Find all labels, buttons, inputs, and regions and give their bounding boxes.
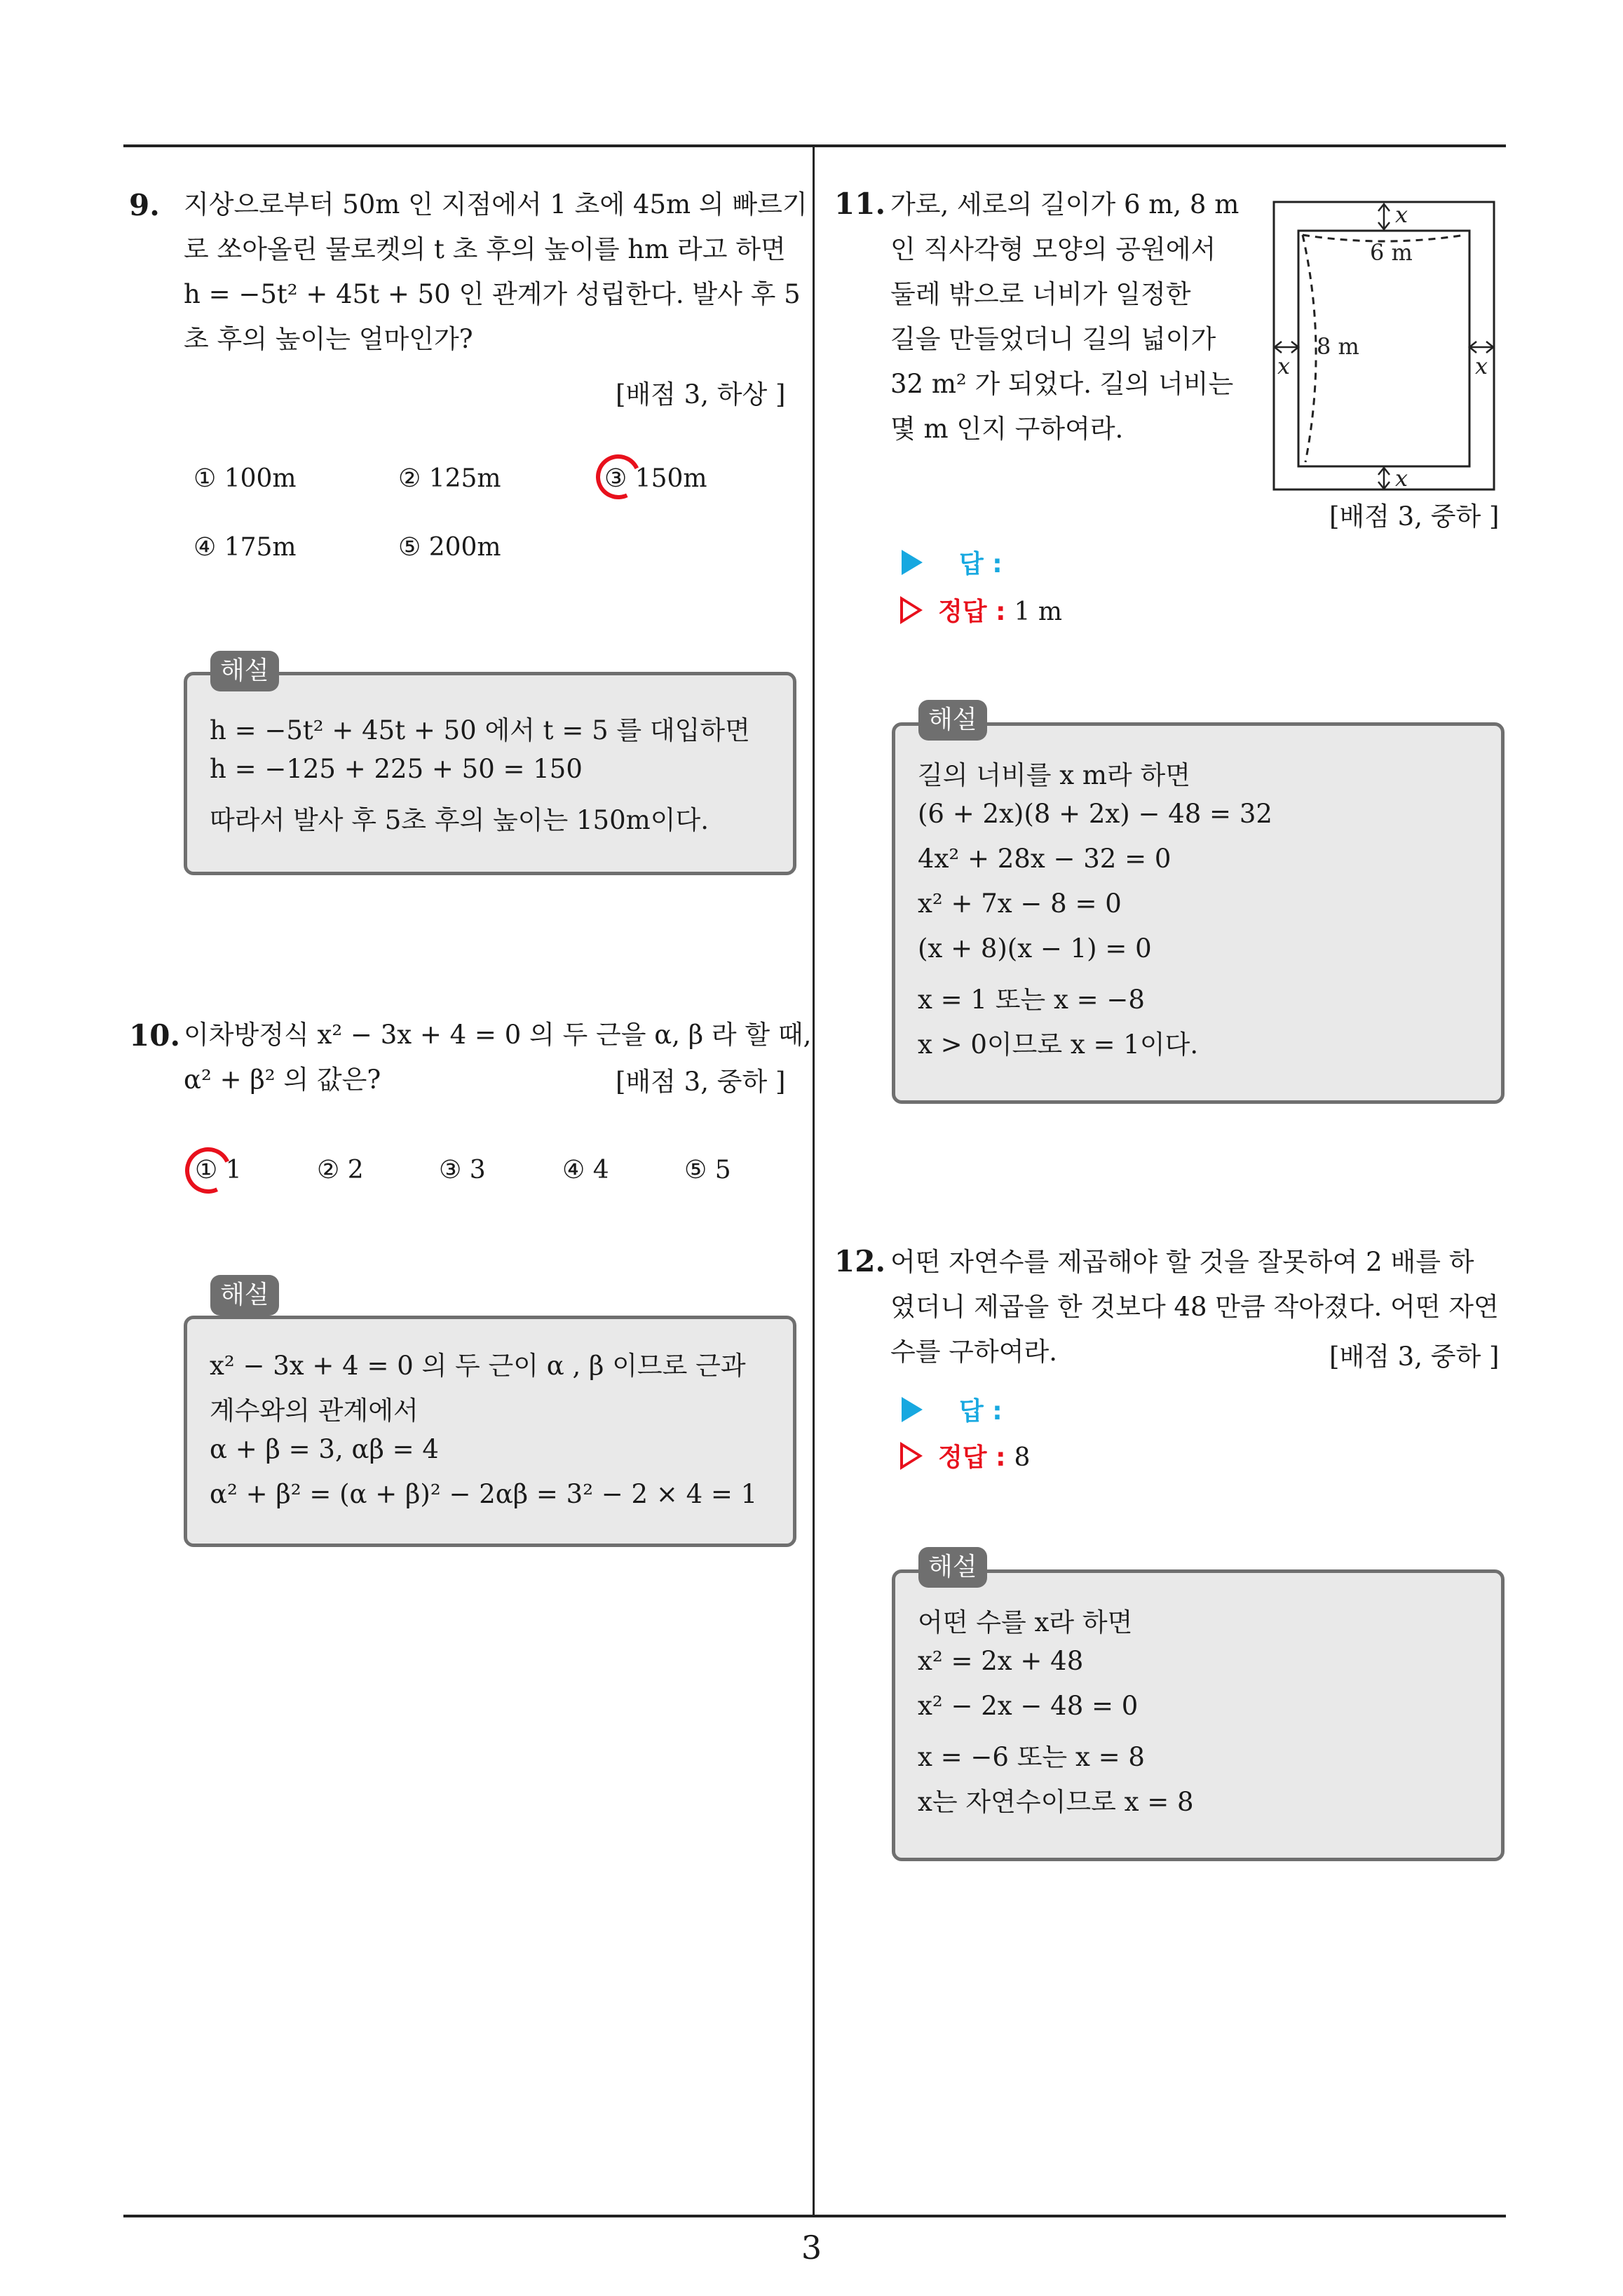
explanation-line: x = 1 또는 x = −8 [918, 985, 1145, 1015]
explanation-line: x는 자연수이므로 x = 8 [918, 1787, 1194, 1817]
choice-3[interactable]: ③ 3 [439, 1156, 486, 1184]
choice-3[interactable]: ③ 150m [604, 464, 707, 493]
choice-1[interactable]: ① 1 [195, 1156, 242, 1184]
explanation-line: 길의 너비를 x m라 하면 [918, 760, 1190, 790]
top-rule [123, 144, 1506, 147]
explanation-line: α² + β² = (α + β)² − 2αβ = 3² − 2 × 4 = 1 [210, 1479, 758, 1509]
correct-value: 8 [1014, 1443, 1031, 1472]
choice-2[interactable]: ② 125m [398, 464, 501, 493]
x-label-right: x [1475, 353, 1488, 379]
height-label: 8 m [1317, 333, 1359, 360]
correct-answer-row [900, 1438, 1030, 1473]
question-line: 가로, 세로의 길이가 6 m, 8 m [890, 189, 1240, 220]
score-label: [배점 3, 하상 ] [616, 379, 786, 410]
question-line: 수를 구하여라. [890, 1337, 1057, 1367]
column-divider [813, 146, 815, 2216]
choice-2[interactable]: ② 2 [317, 1156, 364, 1184]
question-line: 인 직사각형 모양의 공원에서 [890, 234, 1216, 264]
answer-row [902, 544, 1003, 580]
choice-4[interactable]: ④ 4 [562, 1156, 609, 1184]
explanation-line: (x + 8)(x − 1) = 0 [918, 933, 1152, 964]
correct-label: 정답 : [938, 1443, 1006, 1472]
question-line: 였더니 제곱을 한 것보다 48 만큼 작아졌다. 어떤 자연 [890, 1292, 1499, 1322]
explanation-line: 어떤 수를 x라 하면 [918, 1607, 1133, 1637]
question-number: 10. [129, 1018, 181, 1053]
width-label: 6 m [1370, 239, 1413, 266]
question-line: 지상으로부터 50m 인 지점에서 1 초에 45m 의 빠르기 [184, 189, 808, 220]
score-label: [배점 3, 중하 ] [616, 1067, 786, 1097]
x-label-top: x [1395, 201, 1408, 228]
explanation-line: 4x² + 28x − 32 = 0 [918, 844, 1172, 874]
score-label: [배점 3, 중하 ] [1329, 1342, 1500, 1372]
explanation-line: x² − 2x − 48 = 0 [918, 1691, 1139, 1721]
answer-triangle-icon [902, 1397, 923, 1422]
question-line: 둘레 밖으로 너비가 일정한 [890, 279, 1191, 309]
explanation-line: x = −6 또는 x = 8 [918, 1742, 1145, 1772]
question-line: 이차방정식 x² − 3x + 4 = 0 의 두 근을 α, β 라 할 때, [184, 1020, 812, 1050]
answer-mark-circle [590, 448, 647, 506]
question-line: 길을 만들었더니 길의 넓이가 [890, 324, 1216, 354]
answer-row [902, 1391, 1003, 1427]
question-line: α² + β² 의 값은? [184, 1065, 381, 1095]
x-label-left: x [1277, 353, 1291, 379]
explanation-box [184, 672, 796, 875]
park-diagram [1272, 200, 1503, 494]
explanation-line: x² = 2x + 48 [918, 1646, 1084, 1676]
explanation-tag: 해설 [210, 651, 279, 691]
choice-1[interactable]: ① 100m [193, 464, 297, 493]
question-number: 12. [834, 1244, 886, 1278]
answer-triangle-icon [902, 550, 923, 575]
choice-4[interactable]: ④ 175m [193, 533, 297, 562]
explanation-line: α + β = 3, αβ = 4 [210, 1434, 439, 1464]
question-text [184, 182, 808, 362]
explanation-box [892, 722, 1505, 1104]
question-number: 11. [834, 187, 886, 221]
question-number: 9. [129, 188, 160, 222]
explanation-line: h = −5t² + 45t + 50 에서 t = 5 를 대입하면 [210, 715, 750, 745]
choice-5[interactable]: ⑤ 5 [684, 1156, 731, 1184]
question-line: 어떤 자연수를 제곱해야 할 것을 잘못하여 2 배를 하 [890, 1247, 1474, 1277]
explanation-box [184, 1316, 796, 1547]
question-text [890, 182, 1239, 452]
explanation-tag: 해설 [918, 1547, 987, 1588]
answer-label: 답 : [959, 1397, 1003, 1426]
score-label: [배점 3, 중하 ] [1329, 501, 1500, 532]
correct-label: 정답 : [938, 597, 1006, 626]
explanation-tag: 해설 [210, 1275, 279, 1316]
question-line: h = −5t² + 45t + 50 인 관계가 성립한다. 발사 후 5 [184, 279, 801, 309]
explanation-line: 따라서 발사 후 5초 후의 높이는 150m이다. [210, 805, 709, 835]
question-line: 로 쏘아올린 물로켓의 t 초 후의 높이를 hm 라고 하면 [184, 234, 786, 264]
explanation-line: (6 + 2x)(8 + 2x) − 48 = 32 [918, 799, 1272, 829]
answer-mark-circle [179, 1141, 238, 1201]
question-line: 몇 m 인지 구하여라. [890, 414, 1124, 444]
x-label-bottom: x [1395, 465, 1408, 492]
page-number: 3 [801, 2229, 822, 2267]
explanation-box [892, 1569, 1505, 1861]
correct-value: 1 m [1014, 597, 1062, 626]
explanation-line: x² + 7x − 8 = 0 [918, 889, 1122, 919]
explanation-line: x > 0이므로 x = 1이다. [918, 1029, 1199, 1060]
correct-answer-row [900, 592, 1062, 628]
explanation-line: x² − 3x + 4 = 0 의 두 근이 α , β 이므로 근과 [210, 1351, 746, 1381]
question-line: 32 m² 가 되었다. 길의 너비는 [890, 369, 1234, 399]
explanation-tag: 해설 [918, 700, 987, 741]
correct-triangle-icon [900, 596, 923, 624]
question-line: 초 후의 높이는 얼마인가? [184, 324, 473, 354]
bottom-rule [123, 2215, 1506, 2217]
explanation-line: 계수와의 관계에서 [210, 1396, 419, 1426]
answer-label: 답 : [959, 550, 1003, 579]
choice-5[interactable]: ⑤ 200m [398, 533, 501, 562]
correct-triangle-icon [900, 1442, 923, 1470]
explanation-line: h = −125 + 225 + 50 = 150 [210, 754, 583, 784]
